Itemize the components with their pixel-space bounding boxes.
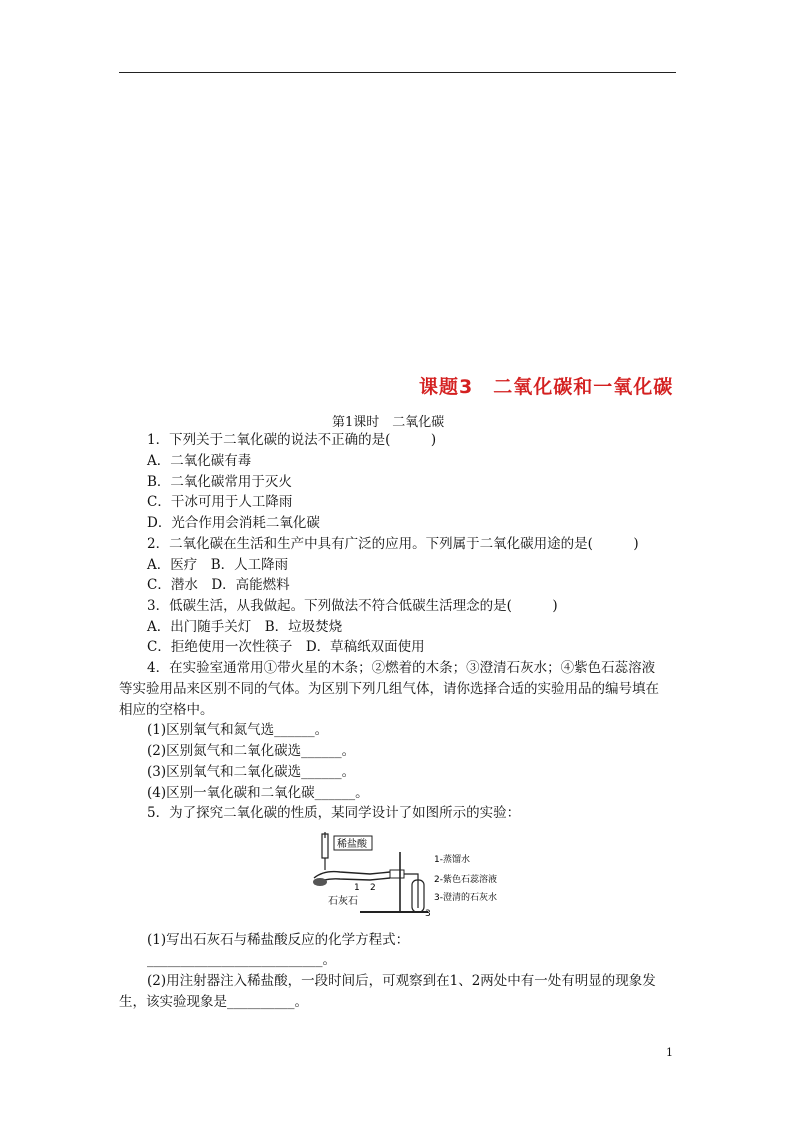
question-4-line-3: 相应的空格中。	[119, 702, 214, 718]
q3-options-ab: A．出门随手关灯 B．垃圾焚烧	[147, 619, 343, 635]
delivery-tube	[404, 874, 418, 908]
experiment-apparatus-figure	[300, 832, 497, 920]
point-1-label: 1	[354, 883, 360, 893]
q5-part-1: (1)写出石灰石与稀盐酸反应的化学方程式：	[147, 932, 410, 948]
point-3-label: 3	[425, 909, 431, 919]
question-3: 3．低碳生活，从我做起。下列做法不符合低碳生活理念的是( )	[147, 598, 558, 614]
q3-options-cd: C．拒绝使用一次性筷子 D．草稿纸双面使用	[147, 639, 425, 655]
question-4-line-1: 4．在实验室通常用①带火星的木条；②燃着的木条；③澄清石灰水；④紫色石蕊溶液	[147, 660, 656, 676]
q4-part-1: (1)区别氧气和氮气选______。	[147, 722, 329, 738]
legend-1: 1-蒸馏水	[434, 855, 470, 865]
section-subtitle: 第1课时 二氧化碳	[332, 415, 445, 430]
question-5: 5．为了探究二氧化碳的性质，某同学设计了如图所示的实验：	[147, 805, 521, 821]
limestone-lump	[313, 878, 327, 886]
limestone-label: 石灰石	[328, 896, 358, 907]
q1-option-c: C．干冰可用于人工降雨	[147, 494, 293, 510]
question-2: 2．二氧化碳在生活和生产中具有广泛的应用。下列属于二氧化碳用途的是( )	[147, 536, 639, 552]
q5-part-2-line-2: 生，该实验现象是__________。	[119, 994, 308, 1010]
stand-clamp	[390, 870, 404, 878]
q4-part-4: (4)区别一氧化碳和二氧化碳______。	[147, 785, 369, 801]
q4-part-2: (2)区别氮气和二氧化碳选______。	[147, 743, 356, 759]
q2-options-cd: C．潜水 D．高能燃料	[147, 577, 290, 593]
q2-options-ab: A．医疗 B．人工降雨	[147, 557, 289, 573]
header-rule	[119, 72, 676, 73]
q4-part-3: (3)区别氧气和二氧化碳选______。	[147, 764, 356, 780]
question-1: 1．下列关于二氧化碳的说法不正确的是( )	[147, 432, 437, 448]
legend-2: 2-紫色石蕊溶液	[434, 875, 497, 885]
q5-part-1-blank: __________________________。	[147, 952, 336, 968]
acid-label: 稀盐酸	[337, 839, 367, 850]
point-2-label: 2	[370, 883, 376, 893]
q1-option-b: B．二氧化碳常用于灭火	[147, 474, 292, 490]
page-number: 1	[666, 1046, 673, 1059]
q5-part-2-line-1: (2)用注射器注入稀盐酸，一段时间后，可观察到在1、2两处中有一处有明显的现象发	[147, 973, 656, 989]
question-4-line-2: 等实验用品来区别不同的气体。为区别下列几组气体，请你选择合适的实验用品的编号填在	[119, 681, 659, 697]
q1-option-d: D．光合作用会消耗二氧化碳	[147, 515, 320, 531]
reaction-tube	[314, 872, 390, 878]
legend-3: 3-澄清的石灰水	[434, 893, 497, 903]
q1-option-a: A．二氧化碳有毒	[147, 453, 252, 469]
lesson-title: 课题3 二氧化碳和一氧化碳	[419, 376, 674, 398]
